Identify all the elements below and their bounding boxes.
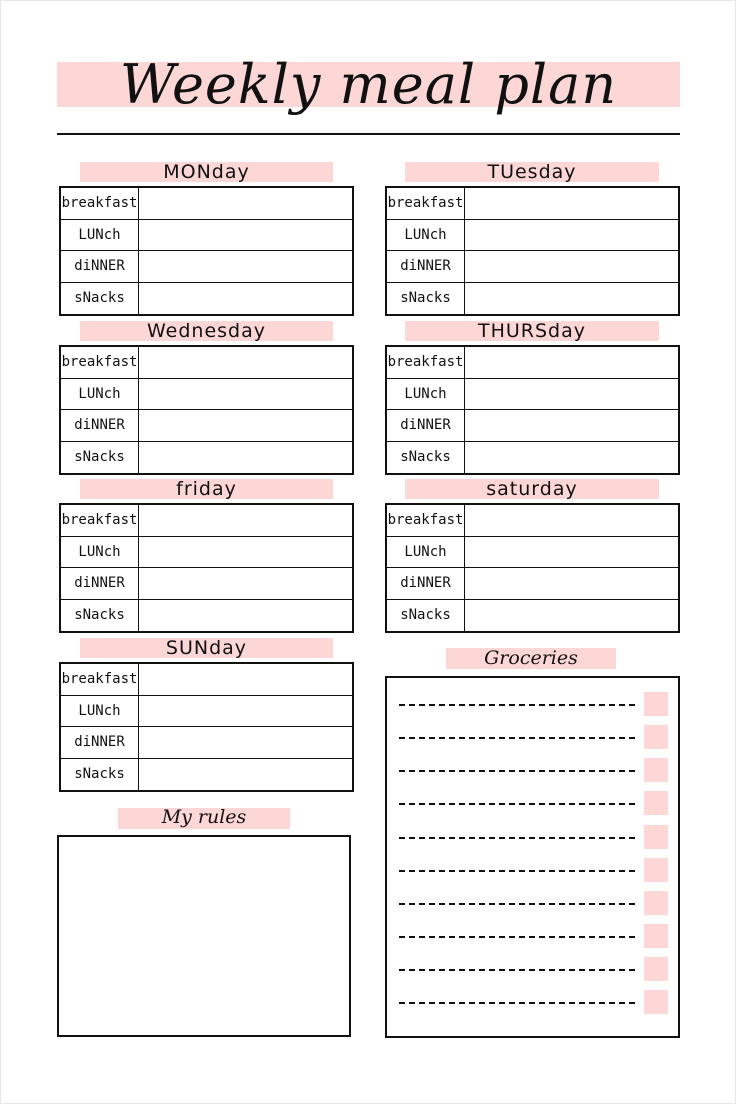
- meal-label-breakfast: breakfast: [61, 188, 139, 220]
- meal-table-wednesday: [59, 345, 354, 475]
- grocery-checkbox[interactable]: [644, 791, 668, 815]
- meal-label-dinner: diNNER: [61, 568, 139, 600]
- meal-label-dinner: diNNER: [387, 568, 465, 600]
- meal-table-thursday: [385, 345, 680, 475]
- meal-cell-friday-lunch[interactable]: [139, 537, 352, 569]
- grocery-item: [399, 692, 667, 716]
- meal-cell-saturday-lunch[interactable]: [465, 537, 678, 569]
- meal-cell-wednesday-lunch[interactable]: [139, 379, 352, 411]
- meal-table-sunday: [59, 662, 354, 792]
- meal-cell-saturday-snacks[interactable]: [465, 600, 678, 632]
- meal-cell-monday-dinner[interactable]: [139, 251, 352, 283]
- meal-label-lunch: LUNch: [61, 379, 139, 411]
- day-label-wednesday: Wednesday: [146, 320, 266, 342]
- meal-label-lunch: LUNch: [61, 537, 139, 569]
- meal-cell-friday-breakfast[interactable]: [139, 505, 352, 537]
- meal-table-friday: [59, 503, 354, 633]
- meal-cell-sunday-dinner[interactable]: [139, 727, 352, 759]
- meal-cell-wednesday-dinner[interactable]: [139, 410, 352, 442]
- grocery-item: [399, 725, 667, 749]
- grocery-line[interactable]: [399, 969, 635, 971]
- meal-label-lunch: LUNch: [387, 379, 465, 411]
- meal-cell-thursday-lunch[interactable]: [465, 379, 678, 411]
- rules-heading: My rules: [161, 806, 247, 828]
- grocery-checkbox[interactable]: [644, 891, 668, 915]
- meal-cell-thursday-dinner[interactable]: [465, 410, 678, 442]
- meal-table-tuesday: [385, 186, 680, 316]
- meal-label-lunch: LUNch: [61, 696, 139, 728]
- day-label-saturday: saturday: [486, 478, 578, 500]
- meal-label-dinner: diNNER: [387, 410, 465, 442]
- page-title: Weekly meal plan: [119, 53, 618, 116]
- meal-cell-friday-dinner[interactable]: [139, 568, 352, 600]
- grocery-checkbox[interactable]: [644, 725, 668, 749]
- meal-cell-sunday-snacks[interactable]: [139, 759, 352, 791]
- grocery-item: [399, 990, 667, 1014]
- grocery-checkbox[interactable]: [644, 758, 668, 782]
- meal-cell-sunday-breakfast[interactable]: [139, 664, 352, 696]
- grocery-line[interactable]: [399, 803, 635, 805]
- grocery-checkbox[interactable]: [644, 957, 668, 981]
- meal-label-dinner: diNNER: [61, 727, 139, 759]
- grocery-line[interactable]: [399, 870, 635, 872]
- meal-label-breakfast: breakfast: [387, 505, 465, 537]
- grocery-checkbox[interactable]: [644, 692, 668, 716]
- grocery-item: [399, 891, 667, 915]
- meal-label-snacks: sNacks: [387, 600, 465, 632]
- grocery-line[interactable]: [399, 837, 635, 839]
- meal-label-breakfast: breakfast: [387, 347, 465, 379]
- meal-cell-monday-snacks[interactable]: [139, 283, 352, 315]
- meal-label-breakfast: breakfast: [387, 188, 465, 220]
- meal-cell-thursday-snacks[interactable]: [465, 442, 678, 474]
- title-divider: [57, 133, 680, 135]
- grocery-line[interactable]: [399, 1002, 635, 1004]
- groceries-heading: Groceries: [484, 647, 578, 669]
- meal-cell-sunday-lunch[interactable]: [139, 696, 352, 728]
- meal-cell-thursday-breakfast[interactable]: [465, 347, 678, 379]
- day-label-thursday: THURSday: [477, 320, 586, 342]
- day-label-friday: friday: [176, 478, 237, 500]
- day-label-tuesday: TUesday: [487, 161, 577, 183]
- meal-label-breakfast: breakfast: [61, 505, 139, 537]
- day-label-monday: MONday: [163, 161, 250, 183]
- meal-cell-tuesday-dinner[interactable]: [465, 251, 678, 283]
- grocery-line[interactable]: [399, 704, 635, 706]
- meal-cell-wednesday-snacks[interactable]: [139, 442, 352, 474]
- grocery-item: [399, 758, 667, 782]
- meal-cell-monday-breakfast[interactable]: [139, 188, 352, 220]
- grocery-item: [399, 858, 667, 882]
- meal-label-snacks: sNacks: [61, 442, 139, 474]
- meal-label-lunch: LUNch: [387, 537, 465, 569]
- meal-cell-tuesday-breakfast[interactable]: [465, 188, 678, 220]
- grocery-line[interactable]: [399, 903, 635, 905]
- meal-label-snacks: sNacks: [61, 283, 139, 315]
- meal-cell-tuesday-lunch[interactable]: [465, 220, 678, 252]
- grocery-line[interactable]: [399, 936, 635, 938]
- meal-cell-monday-lunch[interactable]: [139, 220, 352, 252]
- meal-label-lunch: LUNch: [387, 220, 465, 252]
- meal-label-breakfast: breakfast: [61, 664, 139, 696]
- meal-label-snacks: sNacks: [61, 600, 139, 632]
- day-label-sunday: SUNday: [165, 637, 248, 659]
- grocery-line[interactable]: [399, 770, 635, 772]
- meal-label-lunch: LUNch: [61, 220, 139, 252]
- meal-label-snacks: sNacks: [61, 759, 139, 791]
- grocery-checkbox[interactable]: [644, 825, 668, 849]
- meal-cell-wednesday-breakfast[interactable]: [139, 347, 352, 379]
- meal-cell-tuesday-snacks[interactable]: [465, 283, 678, 315]
- grocery-item: [399, 957, 667, 981]
- meal-label-dinner: diNNER: [61, 410, 139, 442]
- grocery-item: [399, 791, 667, 815]
- groceries-box: [385, 676, 680, 1038]
- meal-label-breakfast: breakfast: [61, 347, 139, 379]
- grocery-checkbox[interactable]: [644, 924, 668, 948]
- grocery-checkbox[interactable]: [644, 990, 668, 1014]
- grocery-line[interactable]: [399, 737, 635, 739]
- meal-label-snacks: sNacks: [387, 442, 465, 474]
- grocery-item: [399, 825, 667, 849]
- meal-cell-friday-snacks[interactable]: [139, 600, 352, 632]
- meal-cell-saturday-breakfast[interactable]: [465, 505, 678, 537]
- meal-cell-saturday-dinner[interactable]: [465, 568, 678, 600]
- meal-label-dinner: diNNER: [387, 251, 465, 283]
- meal-table-saturday: [385, 503, 680, 633]
- meal-table-monday: [59, 186, 354, 316]
- grocery-checkbox[interactable]: [644, 858, 668, 882]
- rules-box[interactable]: [57, 835, 351, 1037]
- meal-label-snacks: sNacks: [387, 283, 465, 315]
- meal-label-dinner: diNNER: [61, 251, 139, 283]
- grocery-item: [399, 924, 667, 948]
